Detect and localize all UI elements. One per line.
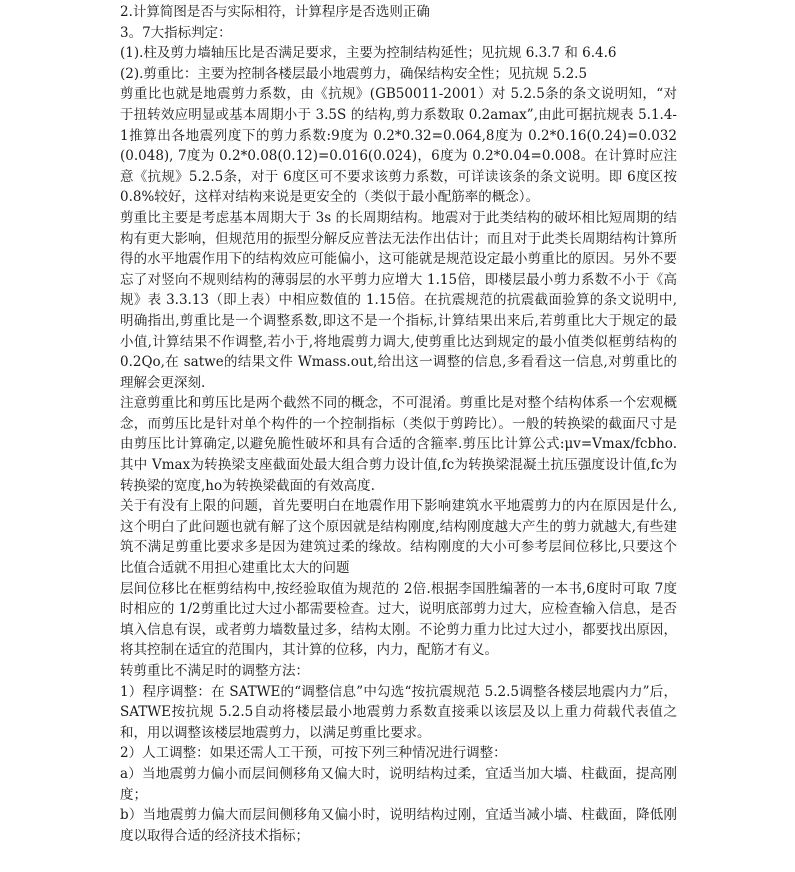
paragraph-7: 注意剪重比和剪压比是两个截然不同的概念，不可混淆。剪重比是对整个结构体系一个宏观概念，而剪压比是针对单个构件的一个控制指标（类似于剪跨比）。一般的转换梁的截面尺寸是由剪压比计算确定,以避免脆性破坏和具有合适的含箍率.剪压比计算公式:μv=Vmax/fcbho.其中 Vmax为转换梁支座截面处最大组合剪力设计值,fc为转换梁混凝土抗压强度设计值,fc为转换梁的宽度,ho为转换梁截面的有效高度. — [120, 395, 677, 494]
paragraph-6: 剪重比主要是考虑基本周期大于 3s 的长周期结构。地震对于此类结构的破坏相比短周期的结构有更大影响，但规范用的振型分解反应普法无法作出估计；而且对于此类长周期结构计算所得的水平地震作用下的结构效应可能偏小，这可能就是规范设定最小剪重比的原因。另外不要忘了对竖向不规则结构的薄弱层的水平剪力应增大 1.15倍，即楼层最小剪力系数不小于《高规》表 3.3.13（即上表）中相应数值的 1.15倍。在抗震规范的抗震截面验算的条文说明中,明确指出,剪重比是一个调整系数,即这不是一个指标,计算结果出来后,若剪重比大于规定的最小值,计算结果不作调整,若小于,将地震剪力调大,使剪重比达到规定的最小值类似框剪结构的 0.2Qo,在 satwe的结果文件 Wmass.out,给出这一调整的信息,多看看这一信息,对剪重比的理解会更深刻. — [120, 209, 677, 391]
paragraph-14: b）当地震剪力偏大而层间侧移角又偏小时，说明结构过刚，宜适当减小墙、柱截面，降低刚度以取得合适的经济技术指标； — [120, 807, 677, 844]
paragraph-10: 转剪重比不满足时的调整方法： — [120, 663, 309, 679]
paragraph-2: 3。7大指标判定： — [120, 24, 232, 41]
paragraph-4: (2).剪重比：主要为控制各楼层最小地震剪力，确保结构安全性；见抗规 5.2.5 — [120, 65, 588, 82]
paragraph-9: 层间位移比在框剪结构中,按经验取值为规范的 2倍.根据李国胜编著的一本书,6度时可取 7度时相应的 1/2剪重比过大过小都需要检查。过大，说明底部剪力过大，应检查输入信息，是否填入信息有误，或者剪力墙数量过多，结构太刚。不论剪力重力比过大过小，都要找出原因，将其控制在适宜的范围内，其计算的位移，内力，配筋才有义。 — [120, 580, 677, 659]
paragraph-11: 1）程序调整：在 SATWE的“调整信息”中勾选“按抗震规范 5.2.5调整各楼层地震内力”后，SATWE按抗规 5.2.5自动将楼层最小地震剪力系数直接乘以该层及以上重力荷载代表值之和，用以调整该楼层地震剪力，以满足剪重比要求。 — [120, 683, 677, 741]
paragraph-8: 关于有没有上限的问题，首先要明白在地震作用下影响建筑水平地震剪力的内在原因是什么,这个明白了此问题也就有解了这个原因就是结构刚度,结构刚度越大产生的剪力就越大,有些建筑不满足剪重比要求多是因为建筑过柔的缘故。结构刚度的大小可参考层间位移比,只要这个比值合适就不用担心建重比太大的问题 — [120, 498, 677, 577]
paragraph-13: a）当地震剪力偏小而层间侧移角又偏大时，说明结构过柔，宜适当加大墙、柱截面，提高刚度； — [120, 765, 677, 803]
paragraph-12: 2）人工调整：如果还需人工干预，可按下列三种情况进行调整： — [120, 745, 507, 762]
paragraph-5: 剪重比也就是地震剪力系数，由《抗规》(GB50011-2001）对 5.2.5条的条文说明知，“对于扭转效应明显或基本周期小于 3.5S 的结构,剪力系数取 0.2amax”,由此可据抗规表 5.1.4-1推算出各地震列度下的剪力系数:9度为 0.2*0.32=0.064,8度为 0.2*0.16(0.24)=0.032(0.048), 7度为 0.2*0.08(0.12)=0.016(0.024)，6度为 0.2*0.04=0.008。在计算时应注意《抗规》5.2.5条，对于 6度区可不要求该剪力系数，可详读该条的条文说明。即 6度区按 0.8%较好，这样对结构来说是更安全的（类似于最小配筋率的概念）。 — [120, 86, 677, 206]
paragraph-1: 2.计算简图是否与实际相符，计算程序是否选则正确 — [120, 4, 430, 20]
paragraph-3: (1).柱及剪力墙轴压比是否满足要求，主要为控制结构延性；见抗规 6.3.7 和 6.4.6 — [120, 45, 617, 62]
